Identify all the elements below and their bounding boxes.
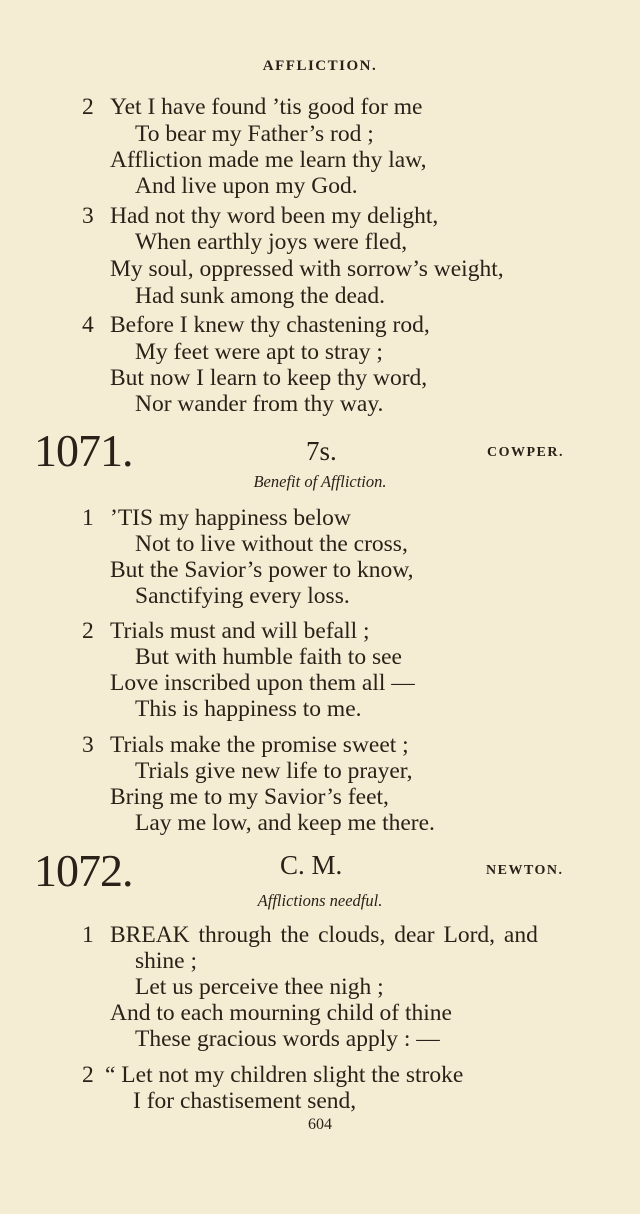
verse-line: When earthly joys were fled, [135,229,408,255]
verse-line: Had not thy word been my delight, [110,203,439,229]
stanza-number: 2 [82,94,94,120]
verse-line: BREAK through the clouds, dear Lord, and [110,922,538,948]
verse-line: Yet I have found ’tis good for me [110,94,423,120]
verse-line: Not to live without the cross, [135,531,408,557]
verse-line: Trials make the promise sweet ; [110,732,409,758]
hymn-author: NEWTON. [486,863,564,878]
verse-line: This is happiness to me. [135,696,362,722]
hymn-subtitle: Afflictions needful. [257,891,383,910]
verse-line: Nor wander from thy way. [135,391,384,417]
running-head: AFFLICTION. [262,58,378,74]
verse-line: But with humble faith to see [135,644,402,670]
hymn-meter: 7s. [306,436,337,466]
verse-line: ’TIS my happiness below [110,505,351,531]
verse-line: And to each mourning child of thine [110,1000,452,1026]
verse-line: My soul, oppressed with sorrow’s weight, [110,256,504,282]
verse-line: Affliction made me learn thy law, [110,147,427,173]
verse-line: Love inscribed upon them all — [110,670,415,696]
verse-line: Bring me to my Savior’s feet, [110,784,389,810]
verse-line: And live upon my God. [135,173,358,199]
hymn-subtitle: Benefit of Affliction. [253,472,387,491]
stanza-number: 1 [82,505,94,531]
stanza-number: 4 [82,312,94,338]
verse-line: Trials give new life to prayer, [135,758,413,784]
stanza-number: 3 [82,203,94,229]
verse-line: My feet were apt to stray ; [135,339,383,365]
verse-line: But the Savior’s power to know, [110,557,414,583]
verse-line: Before I knew thy chastening rod, [110,312,430,338]
hymn-meter: C. M. [280,850,343,880]
verse-line: Trials must and will befall ; [110,618,370,644]
verse-line: Lay me low, and keep me there. [135,810,435,836]
verse-line: Let us perceive thee nigh ; [135,974,384,1000]
verse-line: To bear my Father’s rod ; [135,121,374,147]
stanza-number: 3 [82,732,94,758]
verse-line: I for chastisement send, [133,1088,357,1114]
verse-line: Had sunk among the dead. [135,283,385,309]
hymn-author: COWPER. [487,445,564,460]
verse-line: shine ; [135,948,198,974]
stanza-number: 2 [82,1062,94,1088]
verse-line: But now I learn to keep thy word, [110,365,428,391]
verse-line: Sanctifying every loss. [135,583,350,609]
verse-line: “ Let not my children slight the stroke [105,1062,464,1088]
hymn-number: 1072. [34,845,133,896]
verse-line: These gracious words apply : — [135,1026,440,1052]
stanza-number: 2 [82,618,94,644]
stanza-number: 1 [82,922,94,948]
hymn-number: 1071. [34,425,133,476]
page-number: 604 [308,1116,332,1133]
